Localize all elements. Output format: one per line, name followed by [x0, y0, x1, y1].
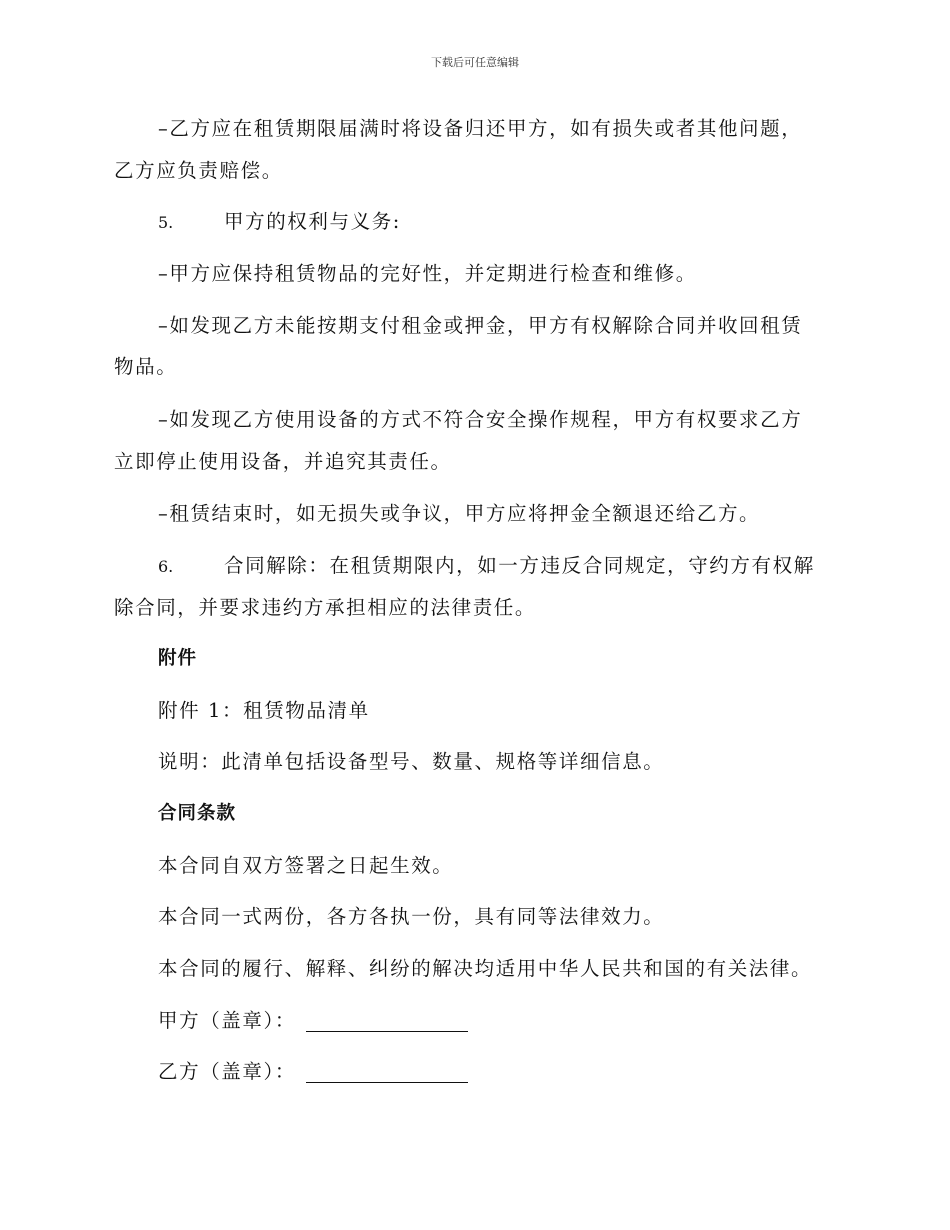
signature-a-label: 甲方（盖章）： [158, 1009, 296, 1032]
clause-safety-line1: –如发现乙方使用设备的方式不符合安全操作规程，甲方有权要求乙方 [158, 408, 803, 431]
signature-b-label: 乙方（盖章）： [158, 1060, 296, 1083]
heading-attachment: 附件 [158, 648, 198, 669]
signature-a-line [306, 1012, 468, 1032]
section-6-line2: 除合同，并要求违约方承担相应的法律责任。 [114, 596, 537, 619]
term-law: 本合同的履行、解释、纠纷的解决均适用中华人民共和国的有关法律。 [158, 957, 813, 980]
attachment-1: 附件 1：租赁物品清单 [158, 699, 370, 722]
clause-payment-line1: –如发现乙方未能按期支付租金或押金，甲方有权解除合同并收回租赁 [158, 314, 803, 337]
term-effective: 本合同自双方签署之日起生效。 [158, 854, 454, 877]
section-6 [158, 555, 878, 578]
term-copies: 本合同一式两份，各方各执一份，具有同等法律效力。 [158, 905, 665, 928]
section-6-text: 合同解除：在租赁期限内，如一方违反合同规定，守约方有权解 [224, 554, 815, 577]
section-5-number: 5. [158, 213, 174, 232]
clause-safety-line2: 立即停止使用设备，并追究其责任。 [114, 450, 452, 473]
signature-party-a [158, 1010, 878, 1032]
clause-return-line1: –乙方应在租赁期限届满时将设备归还甲方，如有损失或者其他问题， [158, 117, 803, 140]
section-6-number: 6. [158, 557, 174, 576]
attachment-note: 说明：此清单包括设备型号、数量、规格等详细信息。 [158, 750, 665, 773]
heading-terms: 合同条款 [158, 803, 237, 824]
clause-payment-line2: 物品。 [114, 355, 178, 378]
section-5-title: 甲方的权利与义务: [224, 210, 401, 233]
clause-return-line2: 乙方应负责赔偿。 [114, 159, 283, 182]
clause-deposit: –租赁结束时，如无损失或争议，甲方应将押金全额退还给乙方。 [158, 502, 761, 525]
section-5 [158, 211, 878, 234]
signature-party-b [158, 1061, 878, 1083]
signature-b-line [306, 1063, 468, 1083]
page-header: 下载后可任意编辑 [431, 56, 519, 69]
clause-maintain: –甲方应保持租赁物品的完好性，并定期进行检查和维修。 [158, 262, 697, 285]
